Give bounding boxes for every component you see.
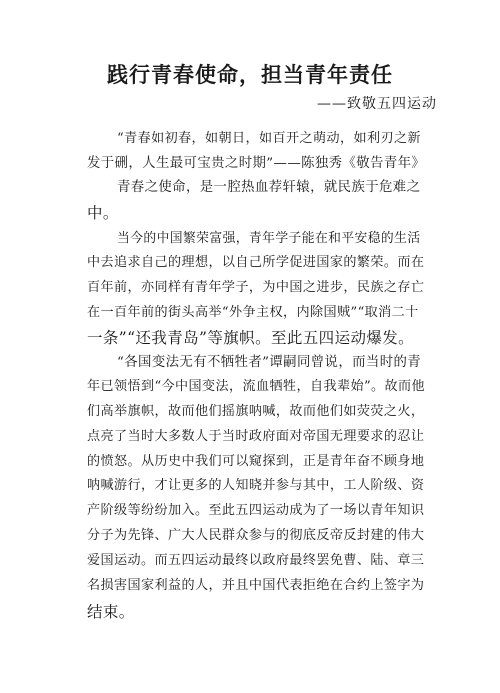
paragraph-line: 名损害国家利益的人，并且中国代表拒绝在合约上签字为 [87, 578, 425, 593]
paragraph-line: 们高举旗帜，故而他们摇旗呐喊，故而他们如荧荧之火， [87, 404, 425, 419]
paragraph-line: 当今的中国繁荣富强，青年学子能在和平安稳的生活 [117, 231, 421, 246]
paragraph-line: 青春之使命，是一腔热血荐轩辕，就民族于危难之 [117, 180, 421, 195]
paragraph-line: 中去追求自己的理想，以自己所学促进国家的繁荣。而在 [87, 255, 425, 270]
paragraph-line: 百年前，亦同样有青年学子，为中国之进步，民族之存亡 [87, 280, 425, 295]
paragraph-line: 爱国运动。而五四运动最终以政府最终罢免曹、陆、章三 [87, 553, 425, 568]
paragraph-line: 分子为先锋、广大人民群众参与的彻底反帝反封建的伟大 [87, 528, 425, 543]
paragraph-line: 发于硎，人生最可宝贵之时期”——陈独秀《敬告青年》 [87, 156, 426, 171]
paragraph-line: “青春如初春，如朝日，如百开之萌动，如利刃之新 [117, 131, 421, 146]
paragraph-line: 呐喊游行，才让更多的人知晓并参与其中，工人阶级、资 [87, 478, 425, 493]
paragraph-line: 在一百年前的街头高举“外争主权，内除国贼”“取消二十 [87, 305, 419, 320]
paragraph-line: “各国变法无有不牺牲者”谭嗣同曾说，而当时的青 [117, 355, 422, 370]
paragraph-line: 中。 [87, 204, 119, 222]
paragraph-line: 点亮了当时大多数人于当时政府面对帝国无理要求的忍让 [87, 429, 425, 444]
paragraph-line: 的愤怒。从历史中我们可以窥探到，正是青年奋不顾身地 [87, 454, 425, 469]
paragraph-line: 产阶级等纷纷加入。至此五四运动成为了一场以青年知识 [87, 503, 425, 518]
document-subtitle: ——致敬五四运动 [317, 96, 437, 112]
paragraph-line: 一条”“还我青岛”等旗帜。至此五四运动爆发。 [87, 329, 415, 347]
paragraph-line: 结束。 [87, 603, 135, 621]
document-title: 践行青春使命，担当青年责任 [107, 63, 393, 87]
paragraph-line: 年已领悟到“今中国变法，流血牺牲，自我辈始”。故而他 [87, 379, 426, 394]
